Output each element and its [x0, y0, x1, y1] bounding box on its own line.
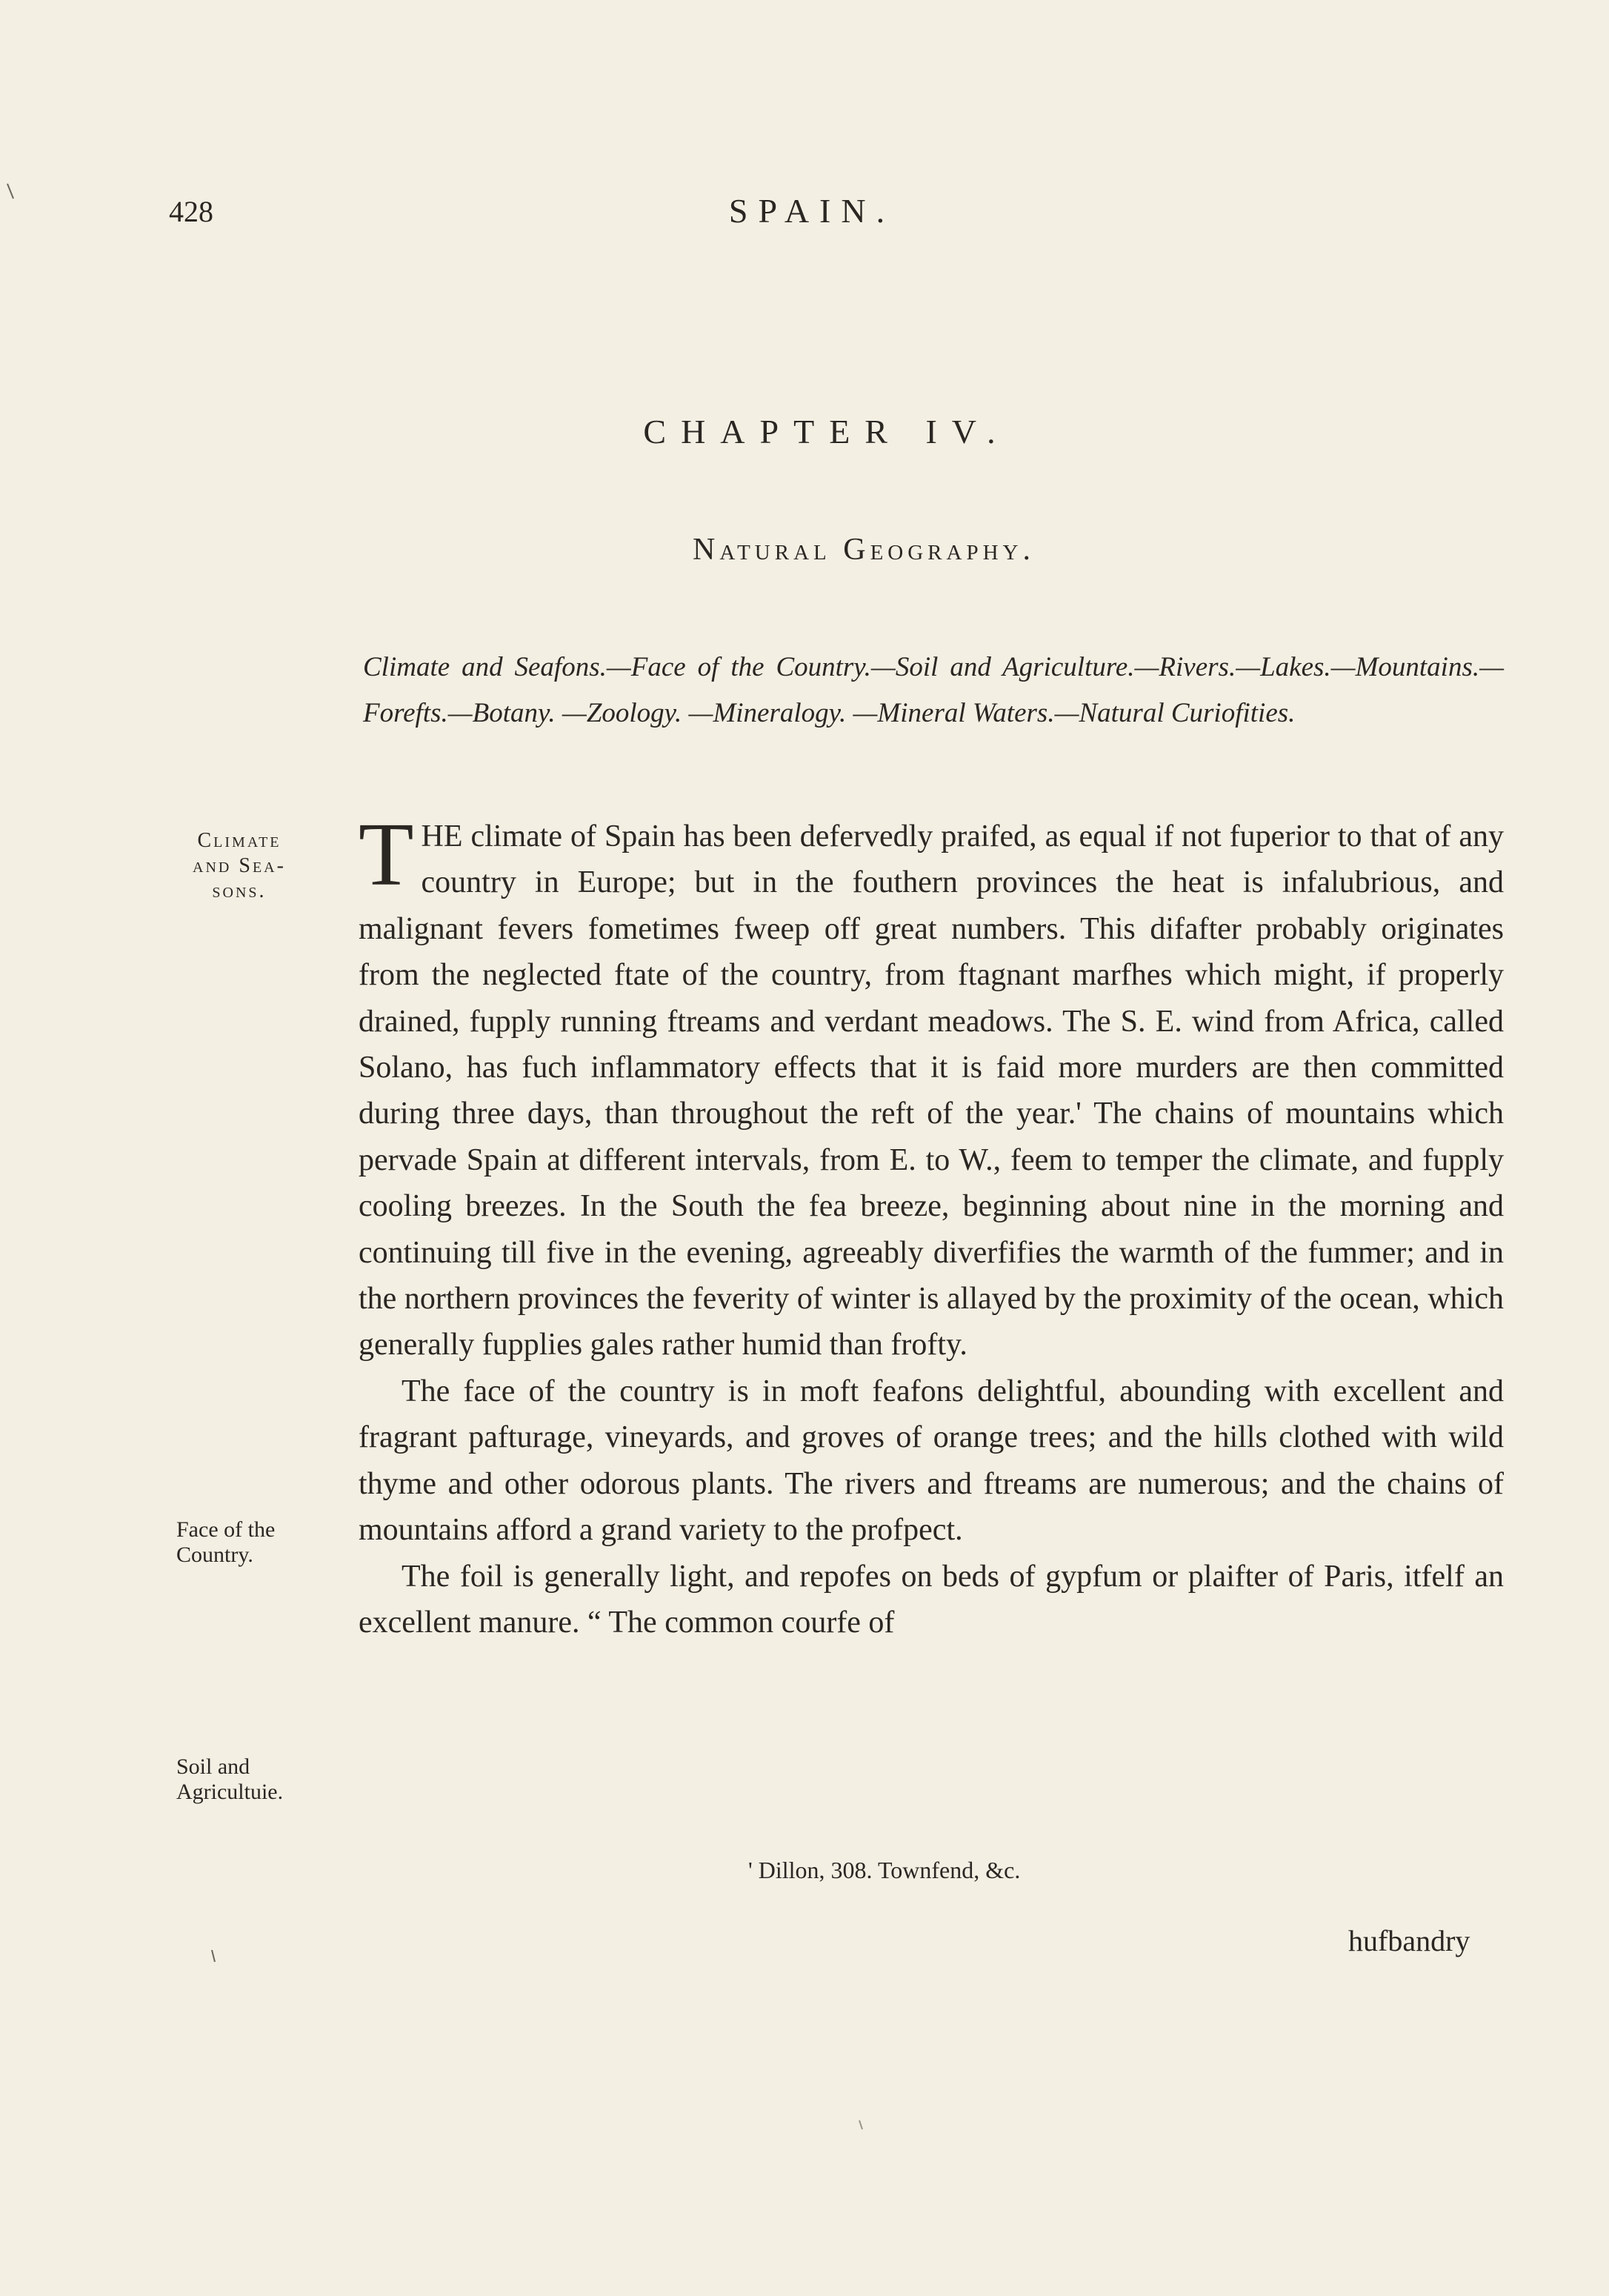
- paper-mark: [859, 2120, 862, 2129]
- catchword: hufbandry: [1348, 1924, 1470, 1957]
- margin-note-line: Agricultuie.: [176, 1780, 284, 1804]
- margin-note-line: Soil and: [176, 1754, 250, 1779]
- margin-note-line: sons.: [212, 879, 267, 902]
- footnote: ' Dillon, 308. Townfend, &c.: [748, 1857, 1021, 1883]
- margin-note-line: Climate: [197, 829, 282, 852]
- margin-note-climate: [176, 828, 302, 904]
- margin-note-line: and Sea-: [193, 854, 286, 877]
- margin-note-soil: [176, 1754, 283, 1805]
- section-title: Natural Geography.: [693, 533, 1035, 567]
- paragraph-climate: [359, 805, 1504, 1368]
- margin-note-line: Face of the: [176, 1517, 276, 1542]
- drop-cap: T: [359, 805, 414, 905]
- margin-note-face: [176, 1517, 275, 1568]
- paragraph-face: The face of the country is in moft feafons delightful, abounding with excellent and fragrant pafturage, vineyards, and groves of orange trees; and the hills clothed with wild thyme and other odorous plants. The rivers and ftreams are numerous; and the chains of mountains afford a grand variety to the profpect.: [359, 1374, 1504, 1548]
- page-number: 428: [169, 195, 213, 228]
- body-text: [359, 805, 1504, 1646]
- paper-mark: [212, 1950, 215, 1962]
- paragraph-soil: The foil is generally light, and repofes on beds of gypfum or plaifter of Paris, itfelf an excellent manure. “ The common courfe of: [359, 1559, 1504, 1640]
- paragraph-text: HE climate of Spain has been defervedly praifed, as equal if not fuperior to that of any country in Europe; but in the fouthern provinces the heat is infalubrious, and malignant fevers fometimes fweep off great numbers. This difafter probably originates from the neglected ftate of the country, from ftagnant marfhes which might, if properly drained, fupply running ftreams and verdant meadows. The S. E. wind from Africa, called Solano, has fuch inflammatory effects that it is faid more murders are then committed during three days, than throughout the reft of the year.' The chains of mountains which pervade Spain at different intervals, from E. to W., feem to temper the climate, and fupply cooling breezes. In the South the fea breeze, beginning about nine in the morning and continuing till five in the evening, agreeably diverfifies the warmth of the fummer; and in the northern provinces the feverity of winter is allayed by the proximity of the ocean, which generally fupplies gales rather humid than frofty.: [359, 819, 1504, 1362]
- running-head: SPAIN.: [728, 192, 896, 230]
- margin-note-line: Country.: [176, 1543, 253, 1567]
- chapter-title: CHAPTER IV.: [643, 413, 1010, 450]
- chapter-contents: Climate and Seafons.—Face of the Country.—Soil and Agriculture.—Rivers.—Lakes.—Mountains.—Forefts.—Botany. —Zoology. —Mineralogy. —Mineral Waters.—Natural Curiofities.: [363, 652, 1504, 728]
